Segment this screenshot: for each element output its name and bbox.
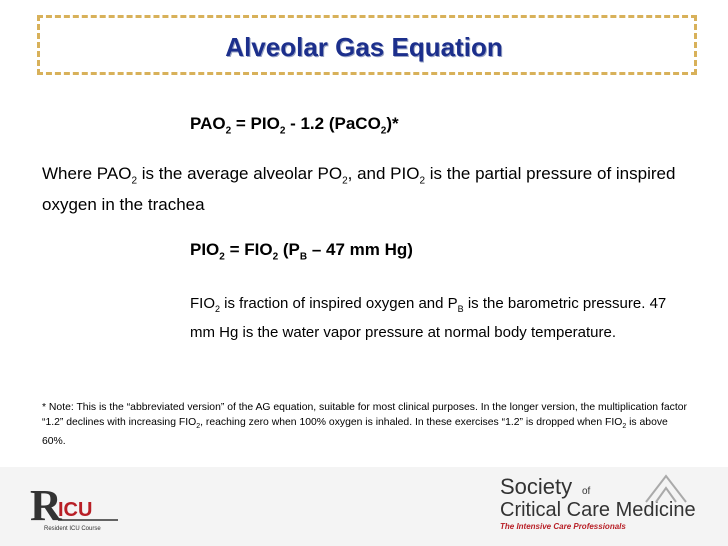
fio2-description: $FIO_2$ is fraction of inspired oxygen and $P_B$ is the barometric pressure. 47 mm Hg is the water vapor pressure at normal body temperature. [190, 295, 667, 341]
svg-text:The Intensive Care Professiona: The Intensive Care Professionals [500, 522, 626, 531]
svg-text:of: of [582, 486, 591, 497]
pio2-equation: $PIO_2 = FIO_2$ ($P_B - 47$ mm Hg) [190, 240, 413, 263]
svg-text:Society: Society [500, 474, 573, 499]
definition-paragraph: Where $PAO_2$ is the average alveolar $PO_2$, and $PIO_2$ is the partial pressure of inspired oxygen in the trachea [42, 164, 676, 215]
svg-text:ICU: ICU [58, 499, 93, 521]
svg-text:R: R [30, 481, 62, 530]
sccm-logo [496, 472, 696, 532]
ricu-logo [30, 480, 120, 534]
svg-text:Critical Care Medicine: Critical Care Medicine [500, 499, 696, 521]
slide-title: Alveolar Gas Equation [225, 32, 503, 62]
alveolar-gas-equation: $PAO_2 = PIO_2 - 1.2$ (PaCO$_2$)* [190, 114, 399, 137]
svg-text:Resident ICU Course: Resident ICU Course [44, 526, 101, 532]
footnote: * Note: This is the “abbreviated version” of the AG equation, suitable for most clinical purposes. In the longer version, the multiplication factor “1.2” declines with increasing $FIO_2$, reaching zero when 100% oxygen is inhaled. In these exercises “1.2” is dropped when $FIO_2$ is above 60%. [42, 402, 687, 448]
